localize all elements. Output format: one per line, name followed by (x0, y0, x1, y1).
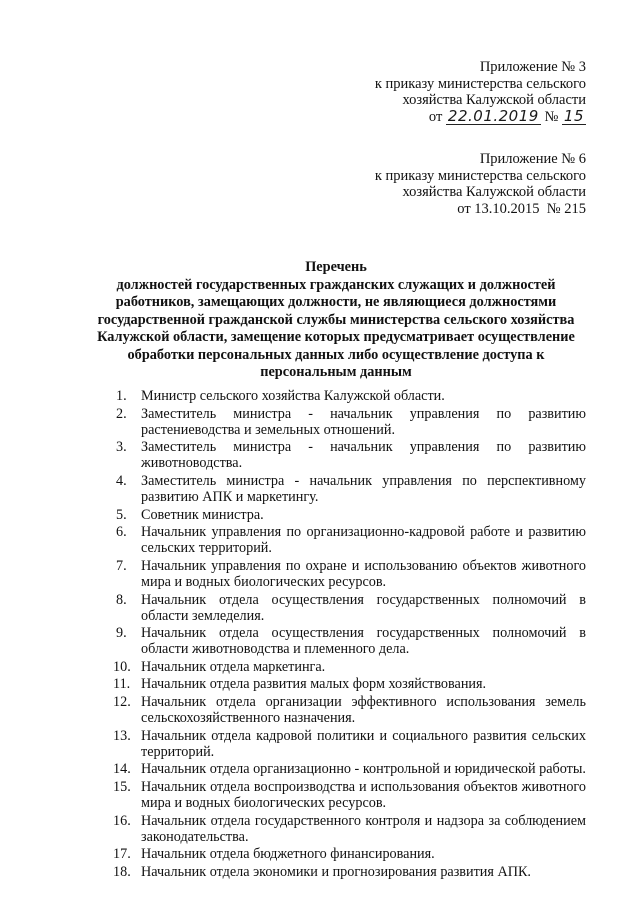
item-text (141, 625, 586, 657)
item-text (141, 728, 586, 760)
heading-line: государственной гражданской службы министерства сельского хозяйства (97, 311, 575, 328)
appendix-original-title: Приложение № 6 (479, 151, 586, 167)
list-item (113, 658, 586, 675)
appendix-original-line1: к приказу министерства сельского (374, 167, 586, 184)
list-item (113, 693, 586, 727)
item-number: 17. (113, 846, 131, 863)
list-item (116, 406, 586, 438)
item-text-line: Министр сельского хозяйства Калужской области. (141, 388, 445, 404)
item-number: 13. (113, 727, 131, 744)
item-number: 3. (116, 439, 127, 456)
appendix-current-title: Приложение № 3 (479, 59, 586, 75)
item-number: 9. (116, 625, 127, 642)
item-text-line: Заместитель министра - начальник управления по перспективному (141, 472, 586, 489)
item-text-line: Заместитель министра - начальник управления по развитию (141, 405, 586, 422)
item-text (141, 659, 586, 675)
list-item (116, 439, 586, 471)
item-text-line: Начальник отдела кадровой политики и социального развития сельских (141, 727, 586, 744)
list-item (116, 507, 586, 523)
item-text-line: Начальник отдела маркетинга. (141, 658, 326, 675)
positions-list (113, 388, 586, 881)
item-number: 2. (116, 405, 127, 422)
item-text-line: животноводства. (141, 455, 243, 472)
item-number: 12. (113, 693, 131, 710)
item-text-line: области животноводства и племенного дела. (141, 641, 410, 658)
item-text-line: Начальник отдела экономики и прогнозирования развития АПК. (141, 863, 531, 880)
item-text (141, 406, 586, 438)
list-item (116, 473, 586, 505)
appendix-original-date-line: от 13.10.2015 № 215 (457, 200, 586, 217)
list-item (113, 727, 586, 760)
item-text-line: территорий. (141, 743, 215, 760)
item-text-line: Начальник управления по охране и использованию объектов животного (141, 557, 586, 574)
item-number: 14. (113, 761, 131, 778)
item-text-line: Начальник отдела государственного контроля и надзора за соблюдением (141, 812, 586, 829)
item-number: 6. (116, 524, 127, 541)
item-text (141, 507, 586, 523)
item-number: 18. (113, 863, 131, 880)
item-text-line: законодательства. (141, 828, 249, 845)
date-prefix: от (428, 108, 443, 125)
item-text (141, 813, 586, 845)
item-text (141, 524, 586, 556)
appendix-current-line1: к приказу министерства сельского (374, 75, 586, 92)
item-text-line: сельскохозяйственного назначения. (141, 710, 356, 727)
list-item (113, 761, 586, 778)
item-text-line: Советник министра. (141, 506, 264, 523)
item-text-line: Заместитель министра - начальник управления по развитию (141, 439, 586, 456)
heading-line: Калужской области, замещение которых предусматривает осуществление (97, 329, 575, 345)
list-item (113, 778, 586, 812)
list-item (116, 524, 586, 556)
item-number: 15. (113, 778, 131, 795)
appendix-original-block (306, 151, 586, 217)
appendix-current-block (306, 59, 586, 125)
item-text (141, 388, 586, 404)
handwritten-number: 15 (563, 106, 584, 125)
item-number: 10. (113, 658, 131, 675)
item-text (141, 558, 586, 590)
appendix-current-date-line (306, 106, 586, 126)
list-item (113, 846, 586, 863)
item-text-line: Начальник отдела воспроизводства и использования объектов животного (141, 778, 586, 795)
item-text (141, 694, 586, 726)
item-number: 1. (116, 388, 127, 404)
item-text (141, 676, 586, 692)
number-prefix: № (544, 108, 559, 125)
heading-line: работников, замещающих должности, не являющиеся должностями (115, 294, 557, 310)
item-text-line: Начальник отдела организационно - контрольной и юридической работы. (141, 761, 586, 778)
item-number: 8. (116, 591, 127, 608)
item-text (141, 779, 586, 811)
item-text-line: Начальник отдела бюджетного финансирования. (141, 846, 435, 863)
appendix-current-line2: хозяйства Калужской области (402, 92, 586, 108)
item-text-line: Начальник отдела организации эффективного использования земель (141, 693, 586, 710)
handwritten-date: 22.01.2019 (447, 106, 539, 125)
heading-line: обработки персональных данных либо осуществление доступа к (127, 346, 545, 363)
item-number: 11. (113, 676, 131, 693)
document-heading (86, 259, 586, 382)
item-text-line: развитию АПК и маркетингу. (141, 489, 319, 506)
item-text-line: Начальник отдела осуществления государственных полномочий в (141, 625, 586, 642)
item-number: 4. (116, 472, 127, 489)
heading-title: Перечень (305, 259, 367, 275)
list-item (116, 625, 586, 657)
item-text-line: Начальник управления по организационно-кадровой работе и развитию (141, 524, 586, 541)
item-text-line: растениеводства и земельных отношений. (141, 421, 395, 438)
list-item (116, 388, 586, 404)
item-text (141, 439, 586, 471)
item-text-line: Начальник отдела осуществления государственных полномочий в (141, 591, 586, 608)
item-number: 7. (116, 557, 127, 574)
item-text-line: Начальник отдела развития малых форм хозяйствования. (141, 676, 487, 693)
item-number: 5. (116, 506, 127, 523)
heading-line: должностей государственных гражданских служащих и должностей (116, 276, 556, 293)
list-item (116, 592, 586, 624)
item-text (141, 761, 586, 777)
list-item (113, 676, 586, 693)
list-item (116, 558, 586, 590)
item-text-line: мира и водных биологических ресурсов. (141, 795, 387, 812)
item-text-line: мира и водных биологических ресурсов. (141, 574, 387, 591)
item-text-line: сельских территорий. (141, 540, 272, 557)
appendix-original-line2: хозяйства Калужской области (402, 184, 586, 200)
item-number: 16. (113, 812, 131, 829)
list-item (113, 812, 586, 845)
item-text (141, 592, 586, 624)
heading-line: персональным данным (260, 364, 412, 380)
item-text (141, 864, 586, 880)
list-item (113, 863, 586, 880)
item-text-line: области земледелия. (141, 607, 265, 624)
item-text (141, 473, 586, 505)
item-text (141, 846, 586, 862)
